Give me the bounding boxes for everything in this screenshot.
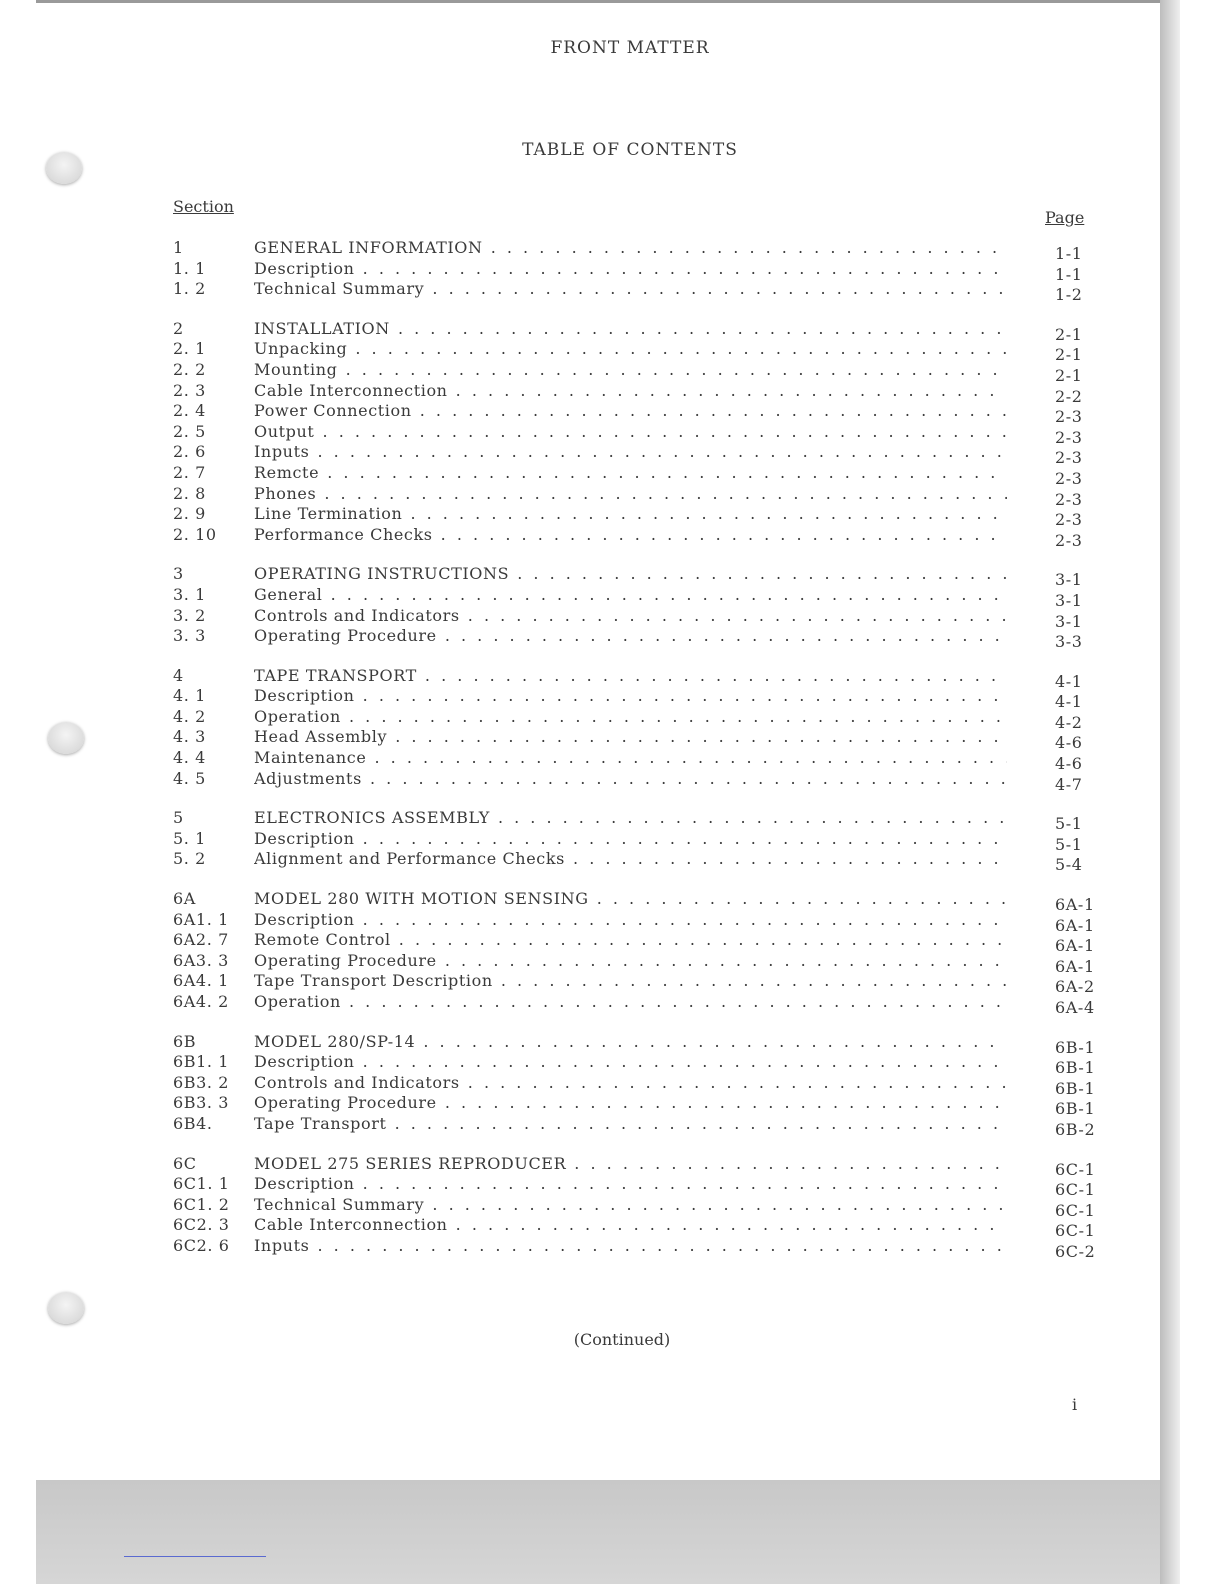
entry-title: Tape Transport . . . (254, 1114, 1007, 1133)
toc-entry (165, 605, 1095, 631)
entry-number: 1 (173, 238, 184, 257)
entry-number: 6A1. 1 (173, 909, 229, 929)
entry-number: 3. 1 (173, 584, 206, 604)
entry-page: 4-1 (1055, 692, 1083, 712)
entry-page: 2-1 (1055, 345, 1083, 365)
entry-page: 5-1 (1055, 814, 1083, 834)
toc-entry (165, 706, 1095, 732)
entry-page: 1-2 (1055, 285, 1083, 305)
toc-entry (165, 665, 1095, 691)
entry-number: 5. 1 (173, 828, 206, 848)
entry-title: Operation . . . (254, 992, 1007, 1011)
entry-number: 1. 2 (173, 279, 206, 299)
entry-page: 2-3 (1055, 448, 1083, 468)
entry-number: 4. 3 (173, 727, 206, 747)
entry-number: 2. 3 (173, 380, 206, 400)
entry-page: 5-1 (1055, 834, 1083, 854)
entry-title: Operating Procedure . . . (254, 626, 1007, 645)
toc-entry (165, 950, 1095, 976)
entry-page: 2-3 (1055, 510, 1083, 530)
page-column-header: Page (1045, 208, 1085, 227)
page-number: i (1072, 1395, 1078, 1414)
entry-number: 6B (173, 1031, 197, 1051)
entry-title: Line Termination . . . (254, 504, 1007, 523)
entry-number: 2. 5 (173, 421, 206, 441)
toc-entry (165, 748, 1095, 774)
entry-page: 1-1 (1055, 264, 1083, 284)
entry-page: 6A-1 (1055, 915, 1095, 935)
entry-title: Controls and Indicators . . . (254, 1073, 1007, 1092)
entry-page: 2-1 (1055, 324, 1083, 344)
scan-artifact-line (124, 1556, 266, 1557)
entry-title: Remcte . . . (254, 463, 1007, 482)
toc-group (165, 808, 1095, 875)
toc-entry (165, 462, 1095, 488)
toc-entry (165, 727, 1095, 753)
entry-title: Cable Interconnection . . . (254, 1215, 1007, 1234)
toc-entry (165, 1113, 1096, 1139)
entry-number: 6B4. (173, 1113, 213, 1133)
entry-page: 6B-1 (1055, 1037, 1096, 1057)
entry-number: 6B3. 2 (173, 1072, 230, 1092)
toc-list (165, 238, 1095, 1276)
entry-page: 6A-4 (1055, 998, 1095, 1017)
toc-entry (165, 808, 1095, 834)
toc-entry (165, 380, 1095, 406)
entry-title: TAPE TRANSPORT . . . (254, 666, 1007, 685)
toc-entry (165, 971, 1095, 997)
toc-entry (165, 318, 1095, 344)
entry-number: 4. 2 (173, 706, 206, 726)
entry-page: 2-3 (1055, 468, 1083, 488)
entry-page: 3-3 (1055, 632, 1083, 652)
entry-page: 6B-2 (1055, 1119, 1096, 1139)
entry-number: 6C2. 3 (173, 1215, 230, 1235)
toc-entry (165, 1031, 1096, 1057)
entry-title: Remote Control . . . (254, 930, 1007, 949)
entry-page: 6B-1 (1055, 1058, 1096, 1078)
entry-number: 5. 2 (173, 849, 206, 869)
entry-page: 6C-1 (1055, 1180, 1096, 1200)
toc-entry (165, 504, 1095, 530)
toc-group (165, 889, 1095, 1017)
toc-entry (165, 279, 1095, 305)
entry-title: General . . . (254, 585, 1007, 604)
entry-page: 6A-1 (1055, 936, 1095, 956)
toc-group (165, 1153, 1096, 1261)
toc-entry (165, 1174, 1096, 1200)
toc-entry (165, 828, 1095, 854)
toc-entry (165, 626, 1095, 652)
entry-title: MODEL 280 WITH MOTION SENSING . . . (254, 889, 1007, 908)
entry-title: Maintenance . . . (254, 748, 1007, 767)
toc-group (165, 665, 1095, 794)
toc-entry (165, 339, 1095, 365)
toc-entry (165, 1093, 1096, 1119)
entry-number: 4 (173, 665, 184, 685)
continued-note: (Continued) (573, 1330, 671, 1349)
entry-page: 6C-1 (1055, 1200, 1096, 1220)
entry-title: Description . . . (254, 1174, 1007, 1193)
toc-entry (165, 564, 1095, 590)
entry-title: MODEL 280/SP-14 . . . (254, 1032, 1007, 1051)
entry-title: Tape Transport Description . . . (254, 971, 1007, 990)
entry-number: 2. 10 (173, 524, 217, 544)
toc-entry (165, 930, 1095, 956)
entry-number: 2. 6 (173, 442, 206, 462)
entry-title: Adjustments . . . (254, 769, 1007, 788)
toc-entry (165, 359, 1095, 385)
entry-number: 2. 4 (173, 401, 206, 421)
entry-title: GENERAL INFORMATION . . . (254, 238, 1007, 257)
entry-number: 4. 1 (173, 686, 206, 706)
entry-page: 4-7 (1055, 774, 1083, 794)
entry-number: 6A3. 3 (173, 950, 229, 970)
entry-number: 2. 8 (173, 483, 206, 503)
toc-entry (165, 1235, 1096, 1261)
running-header: FRONT MATTER (550, 38, 710, 58)
entry-page: 4-1 (1055, 671, 1083, 691)
toc-entry (165, 1052, 1096, 1078)
entry-title: Power Connection . . . (254, 401, 1007, 420)
entry-title: MODEL 275 SERIES REPRODUCER . . . (254, 1154, 1007, 1173)
entry-title: Cable Interconnection . . . (254, 381, 1007, 400)
entry-page: 4-6 (1055, 754, 1083, 774)
entry-page: 4-6 (1055, 733, 1083, 753)
entry-number: 6C2. 6 (173, 1235, 230, 1255)
entry-page: 2-2 (1055, 386, 1083, 406)
entry-page: 1-1 (1055, 244, 1083, 263)
entry-number: 5 (173, 808, 184, 828)
entry-number: 3. 2 (173, 605, 206, 625)
entry-number: 2 (173, 318, 184, 338)
toc-entry (165, 992, 1095, 1017)
entry-page: 2-3 (1055, 407, 1083, 427)
toc-entry (165, 524, 1095, 550)
entry-page: 2-3 (1055, 530, 1083, 550)
toc-heading: TABLE OF CONTENTS (522, 140, 738, 160)
binder-hole-bottom (48, 1292, 84, 1324)
toc-entry (165, 483, 1095, 509)
entry-number: 3. 3 (173, 626, 206, 646)
toc-entry (165, 768, 1095, 794)
entry-page: 2-3 (1055, 489, 1083, 509)
toc-entry (165, 442, 1095, 468)
toc-entry (165, 258, 1095, 284)
toc-entry (165, 1153, 1096, 1179)
entry-page: 2-3 (1055, 427, 1083, 447)
toc-group (165, 238, 1095, 305)
entry-title: Unpacking . . . (254, 339, 1007, 358)
entry-title: Description . . . (254, 1052, 1007, 1071)
toc-entry (165, 401, 1095, 427)
entry-page: 2-1 (1055, 365, 1083, 385)
entry-page: 6A-2 (1055, 977, 1095, 997)
entry-page: 6C-1 (1055, 1159, 1096, 1179)
entry-number: 6B3. 3 (173, 1093, 230, 1113)
entry-number: 2. 1 (173, 339, 206, 359)
entry-title: Operation . . . (254, 707, 1007, 726)
toc-entry (165, 421, 1095, 447)
entry-number: 6C (173, 1153, 197, 1173)
entry-title: Description . . . (254, 910, 1007, 929)
entry-title: Phones . . . (254, 484, 1007, 503)
entry-number: 6C1. 2 (173, 1194, 230, 1214)
entry-title: Technical Summary . . . (254, 1195, 1007, 1214)
toc-entry (165, 1072, 1096, 1098)
entry-title: Performance Checks . . . (254, 525, 1007, 544)
entry-title: Head Assembly . . . (254, 727, 1007, 746)
entry-title: Controls and Indicators . . . (254, 606, 1007, 625)
entry-number: 2. 7 (173, 462, 206, 482)
binder-hole-middle (48, 722, 84, 754)
entry-page: 6B-1 (1055, 1078, 1096, 1098)
entry-number: 6A (173, 889, 196, 909)
toc-entry (165, 909, 1095, 935)
entry-title: Alignment and Performance Checks . . . (254, 849, 1007, 868)
entry-title: Description . . . (254, 259, 1007, 278)
entry-number: 6C1. 1 (173, 1174, 230, 1194)
entry-number: 3 (173, 564, 184, 584)
toc-entry (165, 849, 1095, 875)
entry-number: 2. 2 (173, 359, 206, 379)
entry-title: ELECTRONICS ASSEMBLY . . . (254, 808, 1007, 827)
entry-number: 4. 5 (173, 768, 206, 788)
toc-entry (165, 584, 1095, 610)
entry-page: 3-1 (1055, 570, 1083, 590)
entry-page: 6A-1 (1055, 956, 1095, 976)
entry-title: Mounting . . . (254, 360, 1007, 379)
toc-entry (165, 1215, 1096, 1241)
entry-number: 6A2. 7 (173, 930, 229, 950)
entry-page: 3-1 (1055, 611, 1083, 631)
entry-title: Description . . . (254, 829, 1007, 848)
scan-bottom-strip (36, 1480, 1160, 1584)
toc-group (165, 564, 1095, 652)
toc-entry (165, 889, 1095, 915)
entry-title: Inputs . . . (254, 442, 1007, 461)
entry-title: Operating Procedure . . . (254, 951, 1007, 970)
toc-entry (165, 686, 1095, 712)
entry-title: Description . . . (254, 686, 1007, 705)
toc-group (165, 318, 1095, 550)
entry-number: 6B1. 1 (173, 1052, 230, 1072)
entry-title: Operating Procedure . . . (254, 1093, 1007, 1112)
section-column-header: Section (173, 197, 234, 216)
entry-number: 6A4. 2 (173, 992, 229, 1011)
entry-number: 4. 4 (173, 748, 206, 768)
entry-page: 4-2 (1055, 712, 1083, 732)
entry-title: OPERATING INSTRUCTIONS . . . (254, 564, 1007, 583)
entry-page: 6C-1 (1055, 1221, 1096, 1241)
entry-page: 3-1 (1055, 590, 1083, 610)
entry-title: Technical Summary . . . (254, 279, 1007, 298)
entry-page: 6C-2 (1055, 1241, 1096, 1261)
entry-number: 6A4. 1 (173, 971, 229, 991)
entry-title: Inputs . . . (254, 1236, 1007, 1255)
entry-number: 2. 9 (173, 504, 206, 524)
entry-page: 6A-1 (1055, 895, 1095, 915)
toc-entry (165, 238, 1095, 263)
entry-page: 5-4 (1055, 855, 1083, 875)
entry-title: INSTALLATION . . . (254, 319, 1007, 338)
toc-entry (165, 1194, 1096, 1220)
entry-number: 1. 1 (173, 258, 206, 278)
entry-page: 6B-1 (1055, 1099, 1096, 1119)
entry-title: Output . . . (254, 422, 1007, 441)
toc-group (165, 1031, 1096, 1139)
